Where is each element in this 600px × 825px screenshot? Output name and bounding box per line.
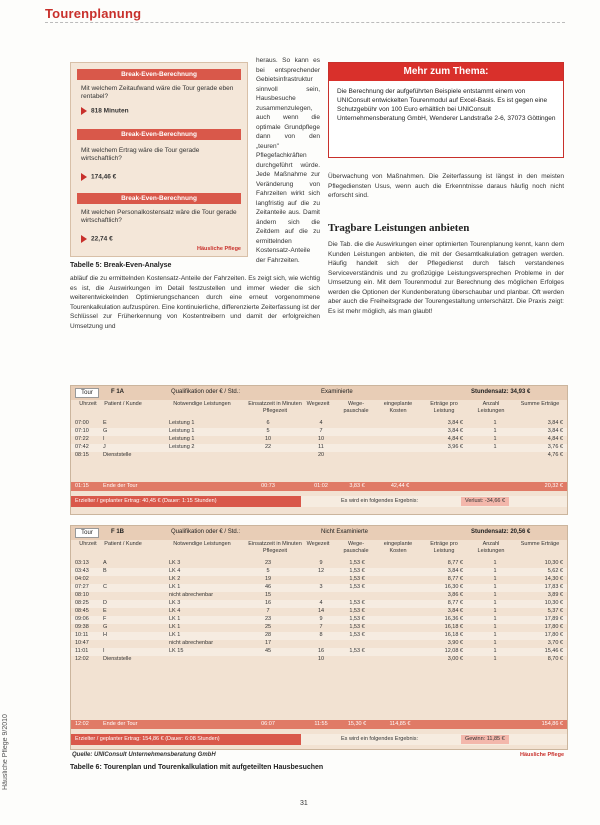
table-cell: 1: [493, 592, 497, 598]
table-row: [71, 428, 567, 436]
section-heading: Tragbare Leistungen anbieten: [328, 222, 470, 234]
table-cell: 09:38: [75, 624, 89, 630]
table-cell: nicht abrechenbar: [169, 640, 214, 646]
table-row: [71, 656, 567, 664]
table-row: [71, 624, 567, 632]
col-header: Anzahl Leistungen: [477, 401, 505, 414]
total-cell: 00:73: [261, 483, 275, 489]
tour-table-a: [70, 385, 568, 515]
table-row: [71, 616, 567, 624]
table-cell: 11: [318, 444, 324, 450]
table-cell: 25: [264, 624, 272, 630]
table-cell: 12:02: [75, 656, 89, 662]
be-value-3: 22,74 €: [81, 235, 113, 243]
table-row: [71, 568, 567, 576]
table-cell: 1: [493, 648, 497, 654]
table-cell: 1: [493, 568, 497, 574]
table-cell: LK 1: [169, 632, 181, 638]
table-cell: 10:47: [75, 640, 89, 646]
table-b-header: [71, 541, 567, 559]
qualification-label: Qualifikation oder € / Std.:: [171, 389, 241, 395]
tour-id: F 1A: [111, 389, 125, 395]
col-header: Summe Erträge: [520, 401, 560, 407]
table-cell: E: [103, 420, 107, 426]
table-cell: 4: [319, 420, 323, 426]
total-cell: Ende der Tour: [103, 721, 138, 727]
table-cell: LK 1: [169, 616, 181, 622]
text-column-left: abläuf die zu ermittelnden Kostensatz-Anteile der Fahrzeiten. Es zeigt sich, wie wichtig es ist, die Auswirkungen im Detail festzustellen und immer wieder die sich weiterentwickelnden Optimierungschancen durch eine erneut vorgenommene Tourenkalkulation aufzuspüren. Eine kontinuierliche, differenzierte Zeiterfassung ist der Schlüssel zur Früherkennung von Kostentreibern und damit der erfolgreichen Umsetzung und: [70, 275, 320, 330]
table-cell: 1: [493, 576, 497, 582]
table-cell: 19: [264, 576, 272, 582]
table-cell: 9: [319, 616, 323, 622]
hourly-rate: Stundensatz: 20,56 €: [471, 529, 531, 535]
table-cell: 17,83 €: [544, 584, 563, 590]
table-row: [71, 584, 567, 592]
table-cell: 1,53 €: [349, 600, 365, 606]
table-cell: 07:00: [75, 420, 89, 426]
table-source: Quelle: UNIConsult Unternehmensberatung GmbH: [72, 752, 216, 758]
col-header: Einsatzzeit in Minuten Pflegezeit: [248, 541, 302, 554]
table-cell: 15,46 €: [544, 648, 563, 654]
table-cell: Leistung 2: [169, 444, 195, 450]
table-cell: Leistung 1: [169, 436, 195, 442]
table-cell: 3,90 €: [447, 640, 463, 646]
table-row: [71, 600, 567, 608]
table-row: [71, 608, 567, 616]
col-header: Patient / Kunde: [104, 401, 142, 407]
table-cell: 3,76 €: [547, 444, 563, 450]
table-cell: 10: [264, 436, 272, 442]
total-cell: 42,44 €: [390, 483, 410, 489]
total-cell: Ende der Tour: [103, 483, 138, 489]
table-cell: 5: [266, 428, 270, 434]
table-cell: LK 2: [169, 576, 181, 582]
table-cell: 1: [493, 608, 497, 614]
table-cell: 16,36 €: [444, 616, 463, 622]
table-cell: 28: [264, 632, 272, 638]
total-cell: 12:02: [75, 721, 89, 727]
table-cell: LK 4: [169, 608, 181, 614]
table-cell: 1: [493, 444, 497, 450]
table-cell: 4,84 €: [547, 436, 563, 442]
table-cell: 16: [264, 600, 272, 606]
table-cell: 1: [493, 640, 497, 646]
be-value-1: 818 Minuten: [81, 107, 129, 115]
col-header: Notwendige Leistungen: [173, 401, 231, 407]
table-cell: 15: [264, 592, 272, 598]
table-cell: 3,84 €: [447, 420, 463, 426]
table-cell: 17: [264, 640, 272, 646]
table-cell: 1: [493, 616, 497, 622]
caption-table-5: Tabelle 5: Break-Even-Analyse: [70, 262, 172, 269]
table-cell: LK 3: [169, 600, 181, 606]
table-cell: G: [103, 624, 108, 630]
table-cell: Dienststelle: [103, 656, 132, 662]
be-question-3: Mit welchen Personalkostensatz wäre die Tour gerade wirtschaftlich?: [81, 209, 237, 224]
col-header: Wege-pauschale: [343, 401, 369, 414]
table-cell: 1,53 €: [349, 568, 365, 574]
table-cell: 9: [319, 560, 323, 566]
table-cell: 22: [264, 444, 272, 450]
table-cell: 3,00 €: [447, 656, 463, 662]
col-header: Anzahl Leistungen: [477, 541, 505, 554]
table-cell: 7: [266, 608, 270, 614]
table-cell: 1,53 €: [349, 616, 365, 622]
table-cell: 1: [493, 624, 497, 630]
table-cell: 16,18 €: [444, 624, 463, 630]
table-cell: 17,89 €: [544, 616, 563, 622]
col-header: Summe Erträge: [520, 541, 560, 547]
table-cell: nicht abrechenbar: [169, 592, 214, 598]
table-cell: 8,70 €: [547, 656, 563, 662]
table-row: [71, 640, 567, 648]
table-cell: 1,53 €: [349, 632, 365, 638]
col-header: Wegezeit: [306, 401, 330, 407]
table-cell: 17,80 €: [544, 624, 563, 630]
col-header: Notwendige Leistungen: [173, 541, 231, 547]
table-a-body: [71, 420, 567, 480]
text-column-middle: heraus. So kann es bei entsprechender Gebietsinfrastruktur sinnvoll sein, Hausbesuche zusammenzulegen, auch wenn die optimale Grundpflege dann von den „teuren" Pflegefachkräften durchgeführt würde. Jede Maßnahme zur Veränderung von Fahrzeiten wirkt sich langfristig auf die zu Zeitanteile aus. Damit ändern sich die Zeitdem auf die zu ermittelnden Kostensatz-Anteile der Fahrzeiten.: [256, 57, 320, 264]
tour-id: F 1B: [111, 529, 125, 535]
arrow-right-icon: [81, 173, 87, 181]
table-cell: 09:06: [75, 616, 89, 622]
table-cell: F: [103, 616, 107, 622]
qualification-value: Examinierte: [321, 389, 353, 395]
be-head-1: Break-Even-Berechnung: [77, 69, 241, 80]
col-header: eingeplante Kosten: [383, 401, 413, 414]
be-head-2: Break-Even-Berechnung: [77, 129, 241, 140]
table-cell: 11:01: [75, 648, 89, 654]
table-row: [71, 436, 567, 444]
total-cell: 15,30 €: [347, 721, 367, 727]
table-cell: Leistung 1: [169, 420, 195, 426]
section-title: Tourenplanung: [45, 6, 142, 21]
table-cell: D: [103, 600, 107, 606]
table-cell: 12: [317, 568, 325, 574]
table-b-topbar: [71, 526, 567, 540]
table-cell: 10,30 €: [544, 600, 563, 606]
table-cell: 4,84 €: [447, 436, 463, 442]
result-label: Es wird ein folgendes Ergebnis:: [341, 498, 419, 504]
header-divider: [45, 22, 565, 23]
table-cell: LK 15: [169, 648, 184, 654]
be-question-1: Mit welchem Zeitaufwand wäre die Tour gerade eben rentabel?: [81, 85, 234, 100]
table-cell: 46: [264, 584, 272, 590]
table-cell: 7: [319, 624, 323, 630]
result-label: Es wird ein folgendes Ergebnis:: [341, 736, 419, 742]
col-header: eingeplante Kosten: [383, 541, 413, 554]
col-header: Erträge pro Leistung: [430, 541, 458, 554]
table-cell: Dienststelle: [103, 452, 132, 458]
publisher-logo: Häusliche Pflege: [520, 752, 565, 758]
total-cell: 06:07: [261, 721, 275, 727]
table-cell: 4: [319, 600, 323, 606]
table-cell: 45: [264, 648, 272, 654]
table-a-total: [71, 482, 567, 491]
table-cell: 1,53 €: [349, 584, 365, 590]
table-cell: Leistung 1: [169, 428, 195, 434]
table-cell: B: [103, 568, 107, 574]
table-row: [71, 592, 567, 600]
table-cell: 1: [493, 584, 497, 590]
table-cell: 3: [319, 584, 323, 590]
table-cell: 8,77 €: [447, 560, 463, 566]
table-row: [71, 576, 567, 584]
table-cell: 1: [493, 632, 497, 638]
tour-tag: Tour: [75, 388, 99, 398]
table-cell: 14: [317, 608, 325, 614]
table-cell: 1,53 €: [349, 560, 365, 566]
table-cell: 1: [493, 436, 497, 442]
table-cell: 3,84 €: [447, 568, 463, 574]
table-cell: 10: [317, 656, 325, 662]
table-cell: 17,80 €: [544, 632, 563, 638]
table-cell: 03:43: [75, 568, 89, 574]
table-cell: 1: [493, 420, 497, 426]
be-head-3: Break-Even-Berechnung: [77, 193, 241, 204]
table-cell: 23: [264, 616, 272, 622]
table-row: [71, 632, 567, 640]
qualification-label: Qualifikation oder € / Std.:: [171, 529, 241, 535]
col-header: Uhrzeit: [79, 401, 97, 407]
table-cell: 07:10: [75, 428, 89, 434]
table-cell: 1: [493, 560, 497, 566]
result-value: Gewinn: 11,85 €: [461, 735, 509, 744]
result-value: Verlust: -34,66 €: [461, 497, 509, 506]
table-cell: 20: [317, 452, 325, 458]
table-row: [71, 560, 567, 568]
table-a-result: [71, 496, 567, 507]
table-cell: 07:22: [75, 436, 89, 442]
table-a-topbar: [71, 386, 567, 400]
table-cell: 5,62 €: [547, 568, 563, 574]
table-cell: 3,86 €: [447, 592, 463, 598]
info-box-text: Die Berechnung der aufgeführten Beispiele entstammt einem von UNIConsult entwickelten Tourenmodul auf Excel-Basis. Es ist gegen eine Schutzgebühr von 100 Euro erhältlich bei UNIConsult Unternehmensberatung GmbH, Wenderer Landstraße 2-6, 37073 Göttingen: [337, 88, 556, 122]
col-header: Patient / Kunde: [104, 541, 142, 547]
total-cell: 114,85 €: [389, 721, 411, 727]
table-cell: 10,30 €: [544, 560, 563, 566]
col-header: Wege-pauschale: [343, 541, 369, 554]
be-question-2: Mit welchem Ertrag wäre die Tour gerade wirtschaftlich?: [81, 147, 200, 162]
qualification-value: Nicht Examinierte: [321, 529, 369, 535]
table-cell: 08:45: [75, 608, 89, 614]
table-b-result: [71, 734, 567, 745]
table-cell: 08:10: [75, 592, 89, 598]
total-cell: 20,32 €: [544, 483, 563, 489]
credit-vertical: Häusliche Pflege 9/2010: [2, 714, 9, 790]
table-cell: 3,84 €: [547, 420, 563, 426]
table-cell: 3,89 €: [547, 592, 563, 598]
table-cell: 6: [266, 420, 270, 426]
table-cell: 23: [264, 560, 272, 566]
tour-tag: Tour: [75, 528, 99, 538]
table-cell: LK 4: [169, 568, 181, 574]
result-summary: Erzielter / geplanter Ertrag: 154,86 € (Dauer: 6:08 Stunden): [71, 734, 301, 745]
text-column-right: Die Tab. die die Auswirkungen einer optimierten Tourenplanung kennt, kann dem Kunden Leistungen anbieten, die mit der Gesamtkalkulation getragen werden. Häufig handelt sich der Pflegedienst durch falsch verstandenes Serviceverständnis und zu großzügige Leistungsversprechen Probleme in der Umsetzung ein. Mit dem Tourenmodul zur Berechnung des möglichen Erfolges werden die Optionen der Kundenberatung überschaubar und planbar. Oft werden aber auch die Freiheitsgrade der Tourengestaltung unterschätzt. Die Praxis zeigt: Es ist mehr möglich, als man glaubt!: [328, 241, 564, 315]
total-cell: 154,86 €: [541, 721, 563, 727]
table-cell: LK 1: [169, 624, 181, 630]
table-cell: 1,53 €: [349, 576, 365, 582]
tour-table-b: [70, 525, 568, 750]
be-value-2: 174,46 €: [81, 173, 116, 181]
table-cell: J: [103, 444, 106, 450]
table-cell: 10:11: [75, 632, 89, 638]
arrow-right-icon: [81, 107, 87, 115]
table-cell: 3,96 €: [447, 444, 463, 450]
info-box-title: Mehr zum Thema:: [329, 63, 563, 81]
table-cell: 08:25: [75, 600, 89, 606]
table-row: [71, 648, 567, 656]
table-cell: C: [103, 584, 107, 590]
table-row: [71, 420, 567, 428]
table-cell: 14,30 €: [544, 576, 563, 582]
table-cell: 16,30 €: [444, 584, 463, 590]
table-cell: 16,18 €: [444, 632, 463, 638]
total-cell: 01:02: [314, 483, 328, 489]
table-cell: 10: [317, 436, 325, 442]
table-cell: I: [103, 436, 105, 442]
table-cell: 8: [319, 632, 323, 638]
info-box: [328, 62, 564, 158]
hourly-rate: Stundensatz: 34,93 €: [471, 389, 531, 395]
table-cell: LK 3: [169, 560, 181, 566]
table-b-body: [71, 560, 567, 660]
col-header: Uhrzeit: [79, 541, 97, 547]
break-even-box: [70, 62, 248, 257]
table-b-total: [71, 720, 567, 729]
col-header: Wegezeit: [306, 541, 330, 547]
col-header: Einsatzzeit in Minuten Pflegezeit: [248, 401, 302, 414]
table-cell: 16: [317, 648, 325, 654]
result-summary: Erzielter / geplanter Ertrag: 40,45 € (Dauer: 1:15 Stunden): [71, 496, 301, 507]
table-cell: 3,70 €: [547, 640, 563, 646]
table-cell: 03:13: [75, 560, 89, 566]
publisher-logo: Häusliche Pflege: [196, 246, 241, 252]
table-cell: 5,37 €: [547, 608, 563, 614]
table-cell: 1,53 €: [349, 624, 365, 630]
table-cell: 07:27: [75, 584, 89, 590]
table-cell: 1: [493, 428, 497, 434]
table-cell: 1,53 €: [349, 608, 365, 614]
table-cell: 8,77 €: [447, 576, 463, 582]
col-header: Erträge pro Leistung: [430, 401, 458, 414]
table-cell: 8,77 €: [447, 600, 463, 606]
table-cell: LK 1: [169, 584, 181, 590]
table-cell: 4,76 €: [547, 452, 563, 458]
total-cell: 11:55: [314, 721, 328, 727]
table-cell: 3,84 €: [447, 428, 463, 434]
table-cell: 3,84 €: [547, 428, 563, 434]
table-cell: G: [103, 428, 108, 434]
table-cell: H: [103, 632, 107, 638]
table-cell: 12,08 €: [444, 648, 463, 654]
arrow-right-icon: [81, 235, 87, 243]
table-cell: A: [103, 560, 107, 566]
table-cell: 5: [266, 568, 270, 574]
table-cell: 07:42: [75, 444, 89, 450]
table-cell: 1: [493, 656, 497, 662]
table-row: [71, 444, 567, 452]
page-number: 31: [300, 800, 308, 807]
table-cell: I: [103, 648, 105, 654]
table-cell: 7: [319, 428, 323, 434]
table-row: [71, 452, 567, 460]
caption-table-6: Tabelle 6: Tourenplan und Tourenkalkulation mit aufgeteilten Hausbesuchen: [70, 764, 324, 771]
total-cell: 3,83 €: [349, 483, 365, 489]
table-a-header: [71, 401, 567, 419]
table-cell: 1,53 €: [349, 648, 365, 654]
total-cell: 01:15: [75, 483, 89, 489]
table-cell: 04:02: [75, 576, 89, 582]
table-cell: E: [103, 608, 107, 614]
table-cell: 3,84 €: [447, 608, 463, 614]
table-cell: 08:15: [75, 452, 89, 458]
text-column-right-top: Überwachung von Maßnahmen. Die Zeiterfassung ist längst in den meisten Pflegediensten Usus, wenn auch die Erkenntnisse daraus häufig noch nicht erforscht sind.: [328, 173, 564, 199]
table-cell: 1: [493, 600, 497, 606]
